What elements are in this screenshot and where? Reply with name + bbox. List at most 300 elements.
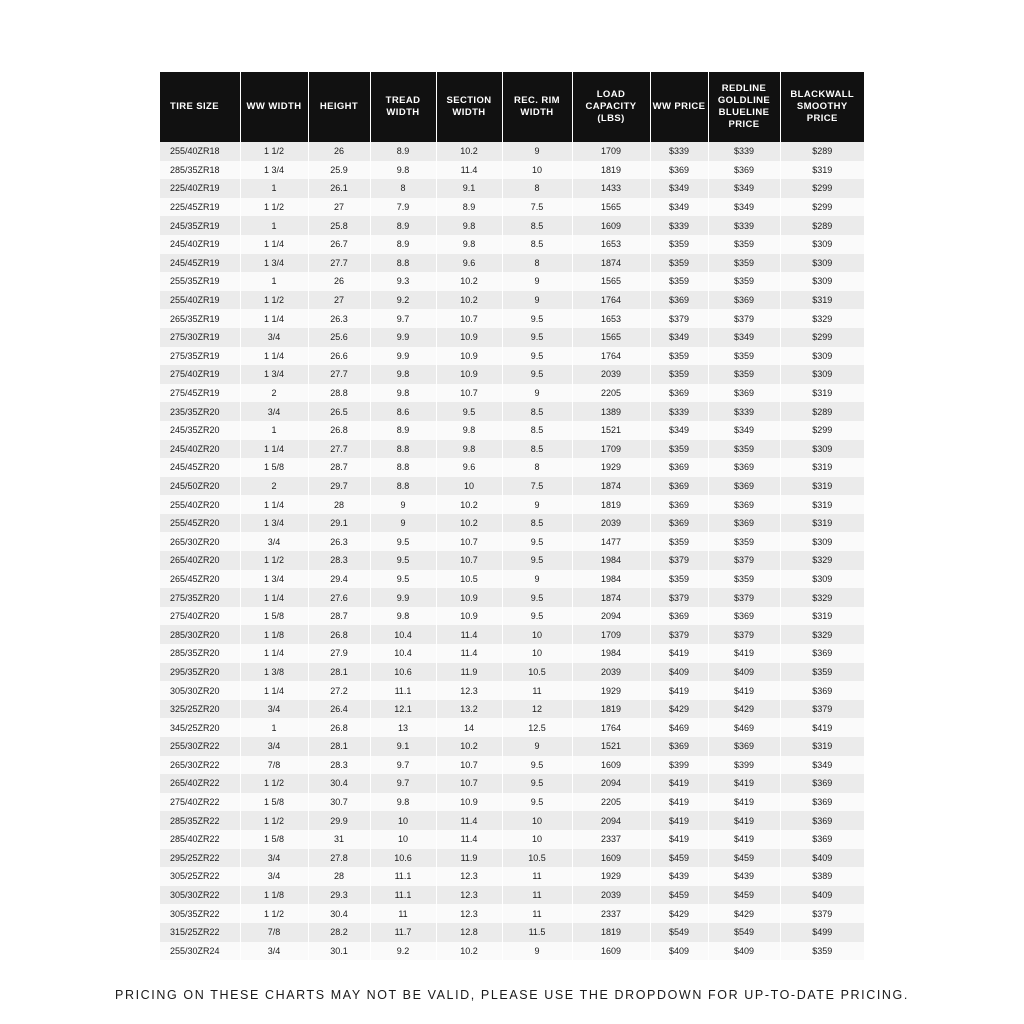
table-cell: 1819 [572,161,650,180]
table-cell: $319 [780,607,864,626]
table-cell: 11.4 [436,811,502,830]
table-cell: 26.8 [308,625,370,644]
table-cell: 3/4 [240,532,308,551]
table-cell: 1 5/8 [240,458,308,477]
pricing-disclaimer: PRICING ON THESE CHARTS MAY NOT BE VALID, PLEASE USE THE DROPDOWN FOR UP-TO-DATE PRICING. [115,988,909,1003]
table-cell: $369 [650,514,708,533]
table-cell: 1819 [572,923,650,942]
table-cell: 1 1/4 [240,309,308,328]
table-cell: 3/4 [240,849,308,868]
table-cell: 1874 [572,254,650,273]
cell-tire-size: 265/30ZR20 [160,532,240,551]
table-cell: 9.8 [436,421,502,440]
table-cell: $369 [708,607,780,626]
table-cell: 1764 [572,718,650,737]
table-cell: 9.1 [436,179,502,198]
table-cell: 2205 [572,384,650,403]
table-cell: $309 [780,440,864,459]
column-header-redline-price: REDLINE GOLDLINE BLUELINE PRICE [708,72,780,142]
table-cell: $369 [780,644,864,663]
table-cell: 8.5 [502,235,572,254]
cell-tire-size: 245/35ZR20 [160,421,240,440]
table-row [160,291,864,310]
table-cell: 1 1/4 [240,235,308,254]
table-cell: 25.6 [308,328,370,347]
table-cell: $399 [708,756,780,775]
table-cell: 10.6 [370,849,436,868]
table-cell: 25.8 [308,216,370,235]
table-row [160,625,864,644]
table-cell: 11.9 [436,849,502,868]
table-cell: 10.9 [436,347,502,366]
table-cell: 9.6 [436,458,502,477]
table-cell: $349 [708,179,780,198]
table-cell: $359 [650,235,708,254]
cell-tire-size: 275/30ZR19 [160,328,240,347]
table-cell: $419 [650,774,708,793]
table-cell: 9 [502,384,572,403]
table-cell: 9 [502,737,572,756]
table-cell: $399 [650,756,708,775]
table-cell: $369 [780,793,864,812]
table-cell: 10.4 [370,625,436,644]
table-cell: 1 1/8 [240,886,308,905]
cell-tire-size: 225/45ZR19 [160,198,240,217]
table-row [160,458,864,477]
table-cell: $349 [650,421,708,440]
table-cell: 9.9 [370,588,436,607]
table-cell: 12.3 [436,886,502,905]
cell-tire-size: 265/40ZR22 [160,774,240,793]
table-cell: $369 [650,607,708,626]
table-cell: 9.8 [370,161,436,180]
table-cell: 2 [240,384,308,403]
table-cell: 10 [370,830,436,849]
table-cell: 28.3 [308,551,370,570]
table-cell: $339 [708,216,780,235]
table-cell: 1 1/4 [240,644,308,663]
cell-tire-size: 245/40ZR20 [160,440,240,459]
table-cell: 2094 [572,811,650,830]
table-cell: 1 [240,216,308,235]
table-cell: 1929 [572,867,650,886]
table-cell: 10 [502,644,572,663]
table-cell: 1 5/8 [240,607,308,626]
table-cell: 27 [308,291,370,310]
table-cell: 7.5 [502,477,572,496]
table-row [160,607,864,626]
table-cell: $319 [780,514,864,533]
table-cell: 1 [240,421,308,440]
table-cell: $349 [650,179,708,198]
table-cell: 10.9 [436,365,502,384]
table-cell: 2 [240,477,308,496]
table-cell: 29.3 [308,886,370,905]
cell-tire-size: 265/35ZR19 [160,309,240,328]
cell-tire-size: 285/30ZR20 [160,625,240,644]
table-cell: $369 [650,737,708,756]
cell-tire-size: 285/35ZR22 [160,811,240,830]
table-cell: $309 [780,532,864,551]
table-cell: 28.2 [308,923,370,942]
table-cell: $419 [650,644,708,663]
table-cell: $309 [780,570,864,589]
table-cell: 9.5 [502,365,572,384]
table-cell: $369 [650,477,708,496]
table-cell: 9.5 [502,328,572,347]
table-cell: 1 1/8 [240,625,308,644]
table-cell: 9.8 [436,235,502,254]
table-cell: $369 [708,291,780,310]
table-cell: $339 [650,402,708,421]
table-cell: 26.5 [308,402,370,421]
table-cell: 8.9 [370,235,436,254]
table-cell: 11.5 [502,923,572,942]
table-cell: $369 [780,681,864,700]
table-cell: 3/4 [240,328,308,347]
table-cell: 26.8 [308,718,370,737]
table-cell: 1 1/2 [240,811,308,830]
table-cell: $359 [708,347,780,366]
table-cell: 9 [370,514,436,533]
table-cell: 11.9 [436,663,502,682]
table-cell: 1565 [572,198,650,217]
table-cell: $339 [708,402,780,421]
table-cell: $349 [708,198,780,217]
table-cell: 11 [370,904,436,923]
table-cell: 1 [240,179,308,198]
table-cell: 1609 [572,756,650,775]
table-cell: 1 3/4 [240,570,308,589]
table-cell: $419 [650,811,708,830]
table-row [160,570,864,589]
table-cell: 1 1/2 [240,774,308,793]
table-cell: 9 [502,291,572,310]
table-cell: 9.5 [502,756,572,775]
column-header-blackwall-price: BLACKWALL SMOOTHY PRICE [780,72,864,142]
table-cell: 8.8 [370,254,436,273]
table-cell: 9.8 [436,440,502,459]
table-cell: $369 [650,161,708,180]
table-cell: 8.9 [370,216,436,235]
table-cell: $329 [780,625,864,644]
table-cell: $469 [650,718,708,737]
table-cell: $379 [650,551,708,570]
table-cell: 1 [240,718,308,737]
table-cell: 1 1/2 [240,291,308,310]
table-cell: 1477 [572,532,650,551]
cell-tire-size: 345/25ZR20 [160,718,240,737]
table-cell: $329 [780,551,864,570]
table-cell: 9 [502,570,572,589]
table-cell: $319 [780,477,864,496]
table-cell: $319 [780,737,864,756]
table-cell: 9.7 [370,774,436,793]
table-row [160,681,864,700]
table-cell: 1984 [572,570,650,589]
table-cell: 27.7 [308,440,370,459]
table-row [160,309,864,328]
cell-tire-size: 275/35ZR19 [160,347,240,366]
table-cell: 1 1/4 [240,588,308,607]
table-cell: 11.4 [436,830,502,849]
table-cell: $329 [780,588,864,607]
table-row [160,700,864,719]
table-cell: 1984 [572,644,650,663]
cell-tire-size: 285/35ZR20 [160,644,240,663]
table-cell: 26.6 [308,347,370,366]
table-cell: 1709 [572,440,650,459]
table-cell: 9.9 [370,328,436,347]
table-cell: $289 [780,216,864,235]
table-row [160,588,864,607]
table-cell: $419 [650,793,708,812]
table-cell: $369 [708,477,780,496]
table-cell: $409 [650,663,708,682]
table-cell: $379 [780,700,864,719]
table-cell: $309 [780,272,864,291]
table-cell: 9.8 [370,384,436,403]
table-cell: 10.5 [502,849,572,868]
table-cell: $369 [708,514,780,533]
table-cell: 1709 [572,142,650,161]
table-cell: 9.6 [436,254,502,273]
table-cell: 2039 [572,514,650,533]
table-cell: $419 [780,718,864,737]
cell-tire-size: 295/35ZR20 [160,663,240,682]
table-cell: 1 1/2 [240,142,308,161]
table-cell: $419 [708,830,780,849]
table-cell: 10.2 [436,942,502,961]
table-cell: $359 [708,365,780,384]
table-row [160,718,864,737]
table-cell: 10.2 [436,291,502,310]
table-body [160,142,864,960]
table-cell: 1819 [572,700,650,719]
table-cell: 12.5 [502,718,572,737]
table-cell: $549 [708,923,780,942]
column-header-ww-price: WW PRICE [650,72,708,142]
table-cell: $459 [708,886,780,905]
table-cell: 28 [308,867,370,886]
column-header-height: HEIGHT [308,72,370,142]
table-cell: 8.5 [502,402,572,421]
table-cell: 11.4 [436,644,502,663]
table-cell: $349 [650,198,708,217]
table-cell: 30.4 [308,904,370,923]
table-cell: 1929 [572,681,650,700]
table-cell: 10 [502,161,572,180]
table-cell: 9.5 [370,570,436,589]
cell-tire-size: 255/45ZR20 [160,514,240,533]
table-cell: 1709 [572,625,650,644]
table-cell: $339 [650,142,708,161]
table-cell: 8.8 [370,440,436,459]
table-cell: $389 [780,867,864,886]
cell-tire-size: 275/45ZR19 [160,384,240,403]
table-cell: 9 [502,272,572,291]
table-cell: 1521 [572,737,650,756]
table-cell: $359 [708,254,780,273]
table-cell: $369 [780,774,864,793]
table-cell: 1653 [572,309,650,328]
table-cell: $369 [708,384,780,403]
table-row [160,272,864,291]
cell-tire-size: 305/25ZR22 [160,867,240,886]
cell-tire-size: 245/35ZR19 [160,216,240,235]
table-cell: $379 [650,588,708,607]
table-header-row [160,72,864,142]
table-cell: 1 5/8 [240,830,308,849]
table-row [160,663,864,682]
table-cell: 2039 [572,365,650,384]
table-cell: $419 [650,830,708,849]
table-cell: 7.5 [502,198,572,217]
table-cell: 1874 [572,477,650,496]
table-cell: $379 [780,904,864,923]
table-row [160,235,864,254]
table-cell: $429 [708,700,780,719]
table-cell: $409 [708,942,780,961]
table-cell: 9 [502,495,572,514]
table-cell: 10 [502,625,572,644]
table-row [160,904,864,923]
table-cell: $419 [708,774,780,793]
table-cell: 11.1 [370,886,436,905]
table-cell: 30.4 [308,774,370,793]
table-cell: 11.1 [370,681,436,700]
column-header-tire-size: TIRE SIZE [160,72,240,142]
table-cell: $379 [708,551,780,570]
table-cell: $359 [780,942,864,961]
table-cell: 27.2 [308,681,370,700]
table-cell: $319 [780,384,864,403]
table-cell: 27.7 [308,365,370,384]
table-cell: 1565 [572,328,650,347]
table-cell: $309 [780,254,864,273]
table-cell: $439 [650,867,708,886]
table-cell: 10.7 [436,309,502,328]
table-row [160,384,864,403]
table-cell: 29.4 [308,570,370,589]
cell-tire-size: 275/40ZR20 [160,607,240,626]
table-cell: 29.1 [308,514,370,533]
table-cell: 10 [502,811,572,830]
table-cell: 11.1 [370,867,436,886]
cell-tire-size: 285/40ZR22 [160,830,240,849]
table-row [160,198,864,217]
table-cell: 25.9 [308,161,370,180]
table-cell: 1984 [572,551,650,570]
table-cell: 10 [502,830,572,849]
table-cell: $419 [708,681,780,700]
table-row [160,737,864,756]
table-cell: 8 [502,179,572,198]
cell-tire-size: 285/35ZR18 [160,161,240,180]
table-cell: 10.2 [436,142,502,161]
table-cell: 1819 [572,495,650,514]
cell-tire-size: 255/35ZR19 [160,272,240,291]
table-cell: 12.3 [436,867,502,886]
table-cell: 9.7 [370,756,436,775]
table-cell: 9 [370,495,436,514]
cell-tire-size: 305/30ZR20 [160,681,240,700]
table-row [160,495,864,514]
table-cell: $459 [708,849,780,868]
table-cell: 1565 [572,272,650,291]
column-header-load-capacity: LOAD CAPACITY (LBS) [572,72,650,142]
table-cell: $319 [780,291,864,310]
table-cell: 1 3/4 [240,514,308,533]
table-row [160,774,864,793]
column-header-section-width: SECTION WIDTH [436,72,502,142]
table-cell: 27 [308,198,370,217]
table-cell: 9.5 [370,532,436,551]
table-cell: 7.9 [370,198,436,217]
table-cell: $369 [708,495,780,514]
table-row [160,849,864,868]
table-cell: 2039 [572,886,650,905]
table-cell: 1609 [572,849,650,868]
table-cell: $349 [780,756,864,775]
table-cell: 10.4 [370,644,436,663]
table-cell: $379 [708,625,780,644]
table-header [160,72,864,142]
table-row [160,756,864,775]
cell-tire-size: 295/25ZR22 [160,849,240,868]
table-cell: 10.7 [436,384,502,403]
table-cell: 28.1 [308,737,370,756]
table-cell: $289 [780,142,864,161]
table-cell: 1764 [572,347,650,366]
table-row [160,365,864,384]
table-cell: 31 [308,830,370,849]
table-cell: 9.8 [370,365,436,384]
table-cell: 3/4 [240,942,308,961]
table-row [160,811,864,830]
table-cell: $299 [780,328,864,347]
table-cell: 9.5 [436,402,502,421]
table-cell: 10.9 [436,607,502,626]
table-cell: $419 [708,811,780,830]
table-cell: 9.8 [370,793,436,812]
table-cell: 9.5 [502,347,572,366]
table-cell: 28.7 [308,458,370,477]
table-cell: $439 [708,867,780,886]
table-cell: 8.9 [436,198,502,217]
table-cell: 8.9 [370,421,436,440]
table-cell: 12.1 [370,700,436,719]
cell-tire-size: 245/50ZR20 [160,477,240,496]
table-row [160,440,864,459]
table-cell: 26.4 [308,700,370,719]
table-cell: 26.7 [308,235,370,254]
table-cell: 1 3/4 [240,254,308,273]
table-cell: 1 1/4 [240,440,308,459]
table-cell: $289 [780,402,864,421]
table-cell: $379 [708,588,780,607]
table-cell: $459 [650,886,708,905]
table-cell: 12.3 [436,904,502,923]
table-cell: 14 [436,718,502,737]
table-cell: 30.7 [308,793,370,812]
table-cell: 1 3/4 [240,161,308,180]
table-cell: $359 [708,570,780,589]
table-cell: 27.9 [308,644,370,663]
table-cell: $359 [650,570,708,589]
tire-specs-table [160,72,864,960]
table-cell: $379 [708,309,780,328]
